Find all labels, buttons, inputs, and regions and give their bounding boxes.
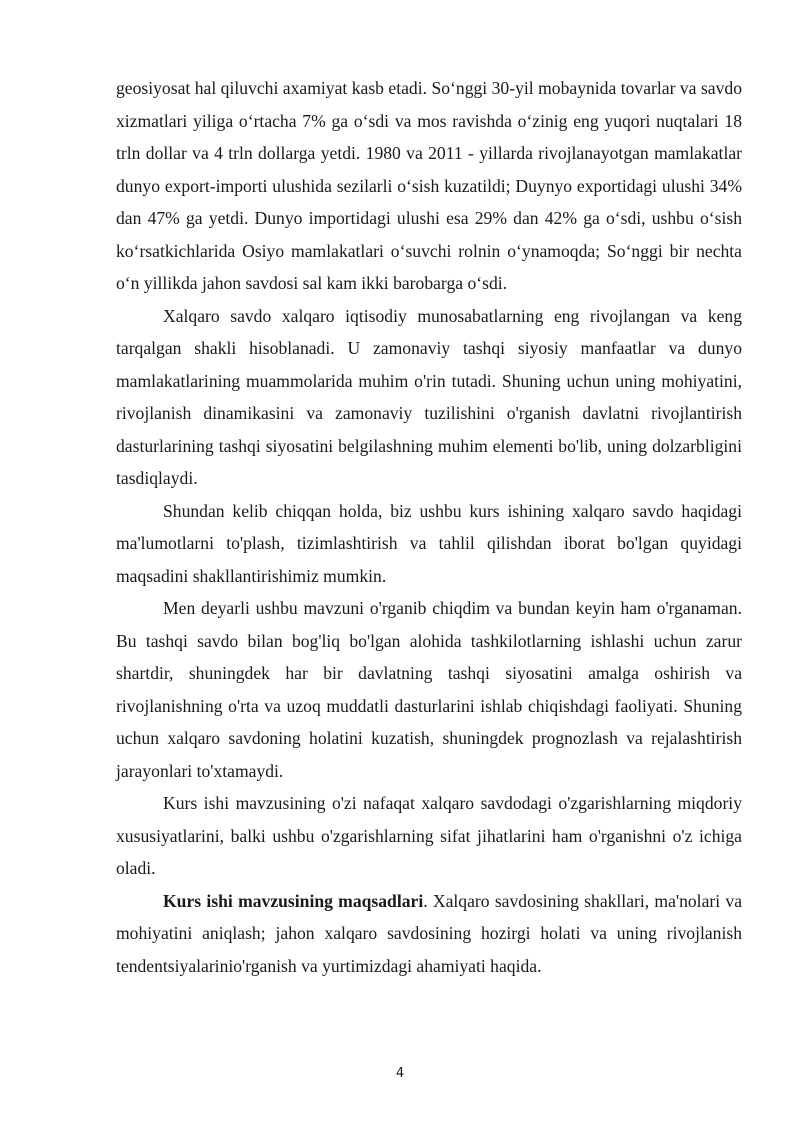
objectives-text: . Xalqaro savdosining shakllari, ma'nolari va mohiyatini aniqlash; jahon xalqaro savdosining hozirgi holati va uning rivojlanish tendentsiyalarinio'rganish va yurtimizdagi ahamiyati haqida. (116, 890, 743, 976)
paragraph: geosiyosat hal qiluvchi axamiyat kasb etadi. So‘nggi 30-yil mobaynida tovarlar va savdo xizmatlari yiliga o‘rtacha 7% ga o‘sdi va mos ravishda o‘zinig eng yuqori nuqtalari 18 trln dollar va 4 trln dollarga yetdi. 1980 va 2011 - yillarda rivojlanayotgan mamlakatlar dunyo export-importi ulushida sezilarli o‘sish kuzatildi; Duynyo exportidagi ulushi 34% dan 47% ga yetdi. Dunyo importidagi ulushi esa 29% dan 42% ga o‘sdi, ushbu o‘sish ko‘rsatkichlarida Osiyo mamlakatlari o‘suvchi rolnin o‘ynamoqda; So‘nggi bir nechta o‘n yillikda jahon savdosi sal kam ikki barobarga o‘sdi. (116, 78, 742, 293)
paragraph: Kurs ishi mavzusining o'zi nafaqat xalqaro savdodagi o'zgarishlarning miqdoriy xususiyatlarini, balki ushbu o'zgarishlarning sifat jihatlarini ham o'rganishni o'z ichiga oladi. (116, 793, 742, 878)
paragraph: Men deyarli ushbu mavzuni o'rganib chiqdim va bundan keyin ham o'rganaman. Bu tashqi savdo bilan bog'liq bo'lgan alohida tashkilotlarning ishlashi uchun zarur shartdir, shuningdek har bir davlatning tashqi siyosatini amalga oshirish va rivojlanishning o'rta va uzoq muddatli dasturlarini ishlab chiqishdagi faoliyati. Shuning uchun xalqaro savdoning holatini kuzatish, shuningdek prognozlash va rejalashtirish jarayonlari to'xtamaydi. (116, 598, 742, 781)
paragraph-objectives (116, 885, 742, 983)
body-text (116, 72, 742, 982)
objectives-heading: Kurs ishi mavzusining maqsadlari (163, 890, 424, 911)
paragraph: Shundan kelib chiqqan holda, biz ushbu kurs ishining xalqaro savdo haqidagi ma'lumotlarni to'plash, tizimlashtirish va tahlil qilishdan iborat bo'lgan quyidagi maqsadini shakllantirishimiz mumkin. (116, 500, 742, 586)
paragraph: Xalqaro savdo xalqaro iqtisodiy munosabatlarning eng rivojlangan va keng tarqalgan shakli hisoblanadi. U zamonaviy tashqi siyosiy manfaatlar va dunyo mamlakatlarining muammolarida muhim o'rin tutadi. Shuning uchun uning mohiyatini, rivojlanish dinamikasini va zamonaviy tuzilishini o'rganish davlatni rivojlantirish dasturlarining tashqi siyosatini belgilashning muhim elementi bo'lib, uning dolzarbligini tasdiqlaydi. (116, 305, 742, 488)
page-number: 4 (395, 1066, 405, 1081)
